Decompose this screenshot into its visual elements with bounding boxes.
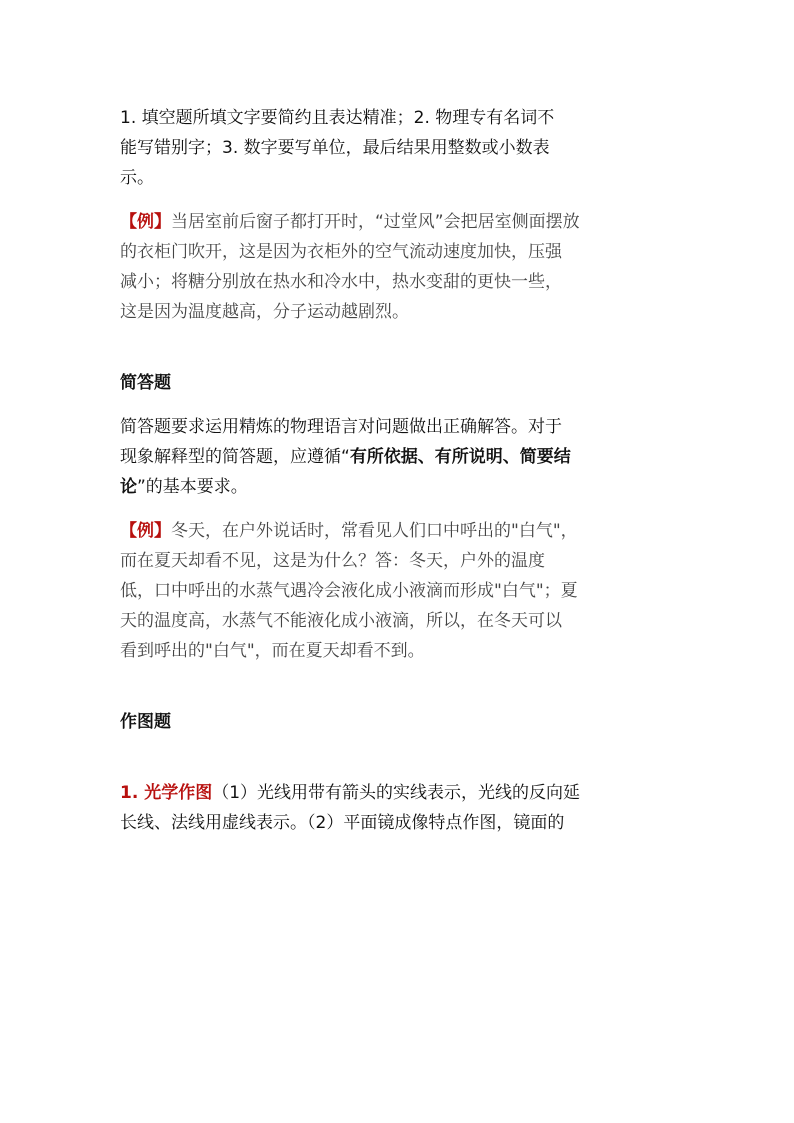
example-2-line-5: 看到呼出的"白气"，而在夏天却看不到。	[120, 641, 425, 661]
example-tag: 【例】	[120, 212, 171, 232]
short-answer-line-1: 简答题要求运用精炼的物理语言对问题做出正确解答。对于	[120, 417, 562, 437]
drawing-text-1: （1）光线用带有箭头的实线表示，光线的反向延	[212, 783, 581, 803]
example-1-line-1	[120, 207, 680, 237]
drawing-item-label: 1. 光学作图	[120, 783, 213, 803]
example-1-line-4: 这是因为温度越高，分子运动越剧烈。	[120, 302, 409, 322]
rules-line-2: 能写错别字；3. 数字要写单位，最后结果用整数或小数表	[120, 138, 550, 158]
short-answer-line-2	[120, 442, 680, 472]
drawing-line-1	[120, 778, 680, 808]
short-answer-heading: 简答题	[120, 373, 171, 393]
rules-line-1: 1. 填空题所填文字要简约且表达精准；2. 物理专有名词不	[120, 108, 555, 128]
example-tag: 【例】	[120, 521, 171, 541]
example-1-line-2: 的衣柜门吹开，这是因为衣柜外的空气流动速度加快，压强	[120, 242, 562, 262]
short-answer-line-3-bold: 论	[120, 477, 137, 497]
drawing-heading: 作图题	[120, 712, 171, 732]
short-answer-line-3-post: ”的基本要求。	[137, 477, 248, 497]
example-1-text-1: 当居室前后窗子都打开时，“过堂风”会把居室侧面摆放	[171, 212, 580, 232]
rules-line-3: 示。	[120, 168, 154, 188]
example-2-line-1	[120, 516, 680, 546]
document-page	[120, 103, 680, 838]
short-answer-line-2-bold: 有所依据、有所说明、简要结	[349, 447, 571, 467]
example-1-line-3: 减小；将糖分别放在热水和冷水中，热水变甜的更快一些，	[120, 272, 562, 292]
example-2-line-3: 低，口中呼出的水蒸气遇冷会液化成小液滴而形成"白气"；夏	[120, 581, 578, 601]
example-2-line-2: 而在夏天却看不见，这是为什么？答：冬天，户外的温度	[120, 551, 545, 571]
example-2-line-4: 天的温度高，水蒸气不能液化成小液滴，所以，在冬天可以	[120, 611, 562, 631]
example-2-text-1: 冬天，在户外说话时，常看见人们口中呼出的"白气"，	[171, 521, 578, 541]
drawing-line-2: 长线、法线用虚线表示。（2）平面镜成像特点作图，镜面的	[120, 813, 565, 833]
short-answer-line-2-pre: 现象解释型的简答题，应遵循“	[120, 447, 350, 467]
short-answer-line-3	[120, 472, 680, 502]
